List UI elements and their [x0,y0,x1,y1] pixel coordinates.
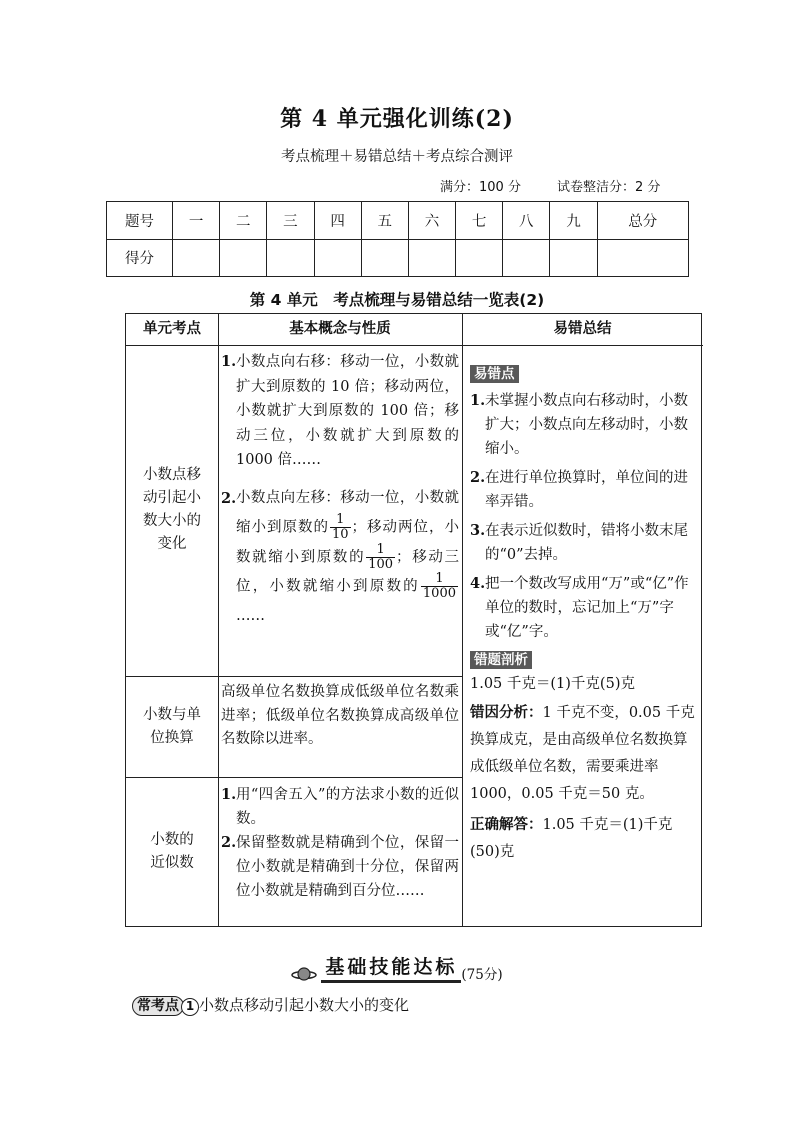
correct-answer [470,812,698,866]
score-cell[interactable] [220,239,267,277]
concept-left-shift [221,484,459,631]
item-text: 小数点向右移：移动一位，小数就扩大到原数的 10 倍；移动两位，小数就扩大到原数的 100 倍；移动三位，小数就扩大到原数的 1000 倍…… [236,354,459,468]
neat-score: 试卷整洁分：2 分 [556,180,661,195]
score-cell[interactable] [173,239,220,277]
score-col: 七 [456,202,503,240]
score-cell[interactable] [503,239,550,277]
cause-text: 1 千克不变，0.05 千克换算成克，是由高级单位名数换算成低级单位名数，需要乘进率 1000，0.05 千克＝50 克。 [470,705,695,802]
score-col: 一 [173,202,220,240]
score-info [440,176,696,195]
item-text: 用“四舍五入”的方法求小数的近似数。 [236,787,459,827]
item-number: 2. [221,490,237,507]
cause-label: 错因分析： [470,705,543,721]
item-text: ；移动两位，小数就缩小到原数的 [236,519,460,565]
topic-decimal-point-shift: 小数点移动引起小数大小的变化 [143,467,201,552]
score-col: 三 [267,202,314,240]
concept-item [221,484,459,631]
row-divider [126,676,462,677]
topic-approximation: 小数的近似数 [150,832,194,871]
item-text: …… [236,607,265,624]
score-cell[interactable] [456,239,503,277]
item-text: 在进行单位换算时，单位间的进率弄错。 [485,470,688,510]
answer-text: 1.05 千克＝(1)千克(50)克 [470,817,673,860]
error-question: 1.05 千克＝(1)千克(5)克 [470,676,635,692]
header-concept: 基本概念与性质 [289,321,391,337]
score-table-score-row [107,239,689,277]
keypoint-heading [132,994,409,1016]
score-col: 四 [314,202,361,240]
item-number: 1. [470,392,486,409]
score-cell[interactable] [361,239,408,277]
concept-item [221,350,459,473]
concept-unit-conversion: 高级单位名数换算成低级单位名数乘进率；低级单位名数换算成高级单位名数除以进率。 [221,684,459,747]
error-item [470,466,698,514]
answer-label: 正确解答： [470,817,543,833]
error-item [470,519,698,567]
score-cell[interactable] [550,239,597,277]
header-topic: 单元考点 [143,321,201,337]
keypoint-number: 1 [181,998,199,1016]
keypoint-text: 小数点移动引起小数大小的变化 [199,996,410,1014]
concept-right-shift [221,350,459,473]
score-col: 九 [550,202,597,240]
score-cell[interactable] [408,239,455,277]
score-col: 八 [503,202,550,240]
score-cell[interactable] [267,239,314,277]
score-row-label: 题号 [107,202,173,240]
row-divider [126,777,462,778]
score-col: 五 [361,202,408,240]
item-number: 3. [470,522,486,539]
error-points-tag: 易错点 [470,365,519,383]
score-cell[interactable] [597,239,688,277]
header-errors: 易错总结 [553,321,612,337]
score-row-label: 得分 [107,239,173,277]
error-item [470,572,698,644]
fraction-one-tenth: $\frac{1}{10}$ [331,512,349,542]
score-table [106,201,689,277]
error-cause [470,700,698,808]
concept-approximation [221,783,459,903]
row-divider [126,345,703,346]
item-number: 4. [470,575,486,592]
item-number: 2. [221,834,237,851]
item-text: 在表示近似数时，错将小数末尾的“0”去掉。 [485,523,688,563]
topic-unit-conversion: 小数与单位换算 [143,707,201,746]
item-text: 小数点向左移：移动一位，小数就缩小到原数的 [236,490,459,536]
full-score: 满分：100 分 [440,180,521,195]
score-col: 二 [220,202,267,240]
score-table-header-row [107,202,689,240]
section-title: 基础技能达标 [321,952,461,983]
error-analysis-tag: 错题剖析 [470,651,532,669]
column-divider [218,314,219,926]
keypoint-badge: 常考点 [132,996,184,1016]
item-text: ；移动三位，小数就缩小到原数的 [236,549,460,595]
planet-icon [291,965,317,983]
page-title: 第 4 单元强化训练(2) [280,106,514,132]
summary-table-title: 第 4 单元 考点梳理与易错总结一览表(2) [249,291,545,309]
error-summary [470,362,698,866]
item-number: 2. [470,469,486,486]
section-heading [0,952,794,983]
item-number: 1. [221,353,237,370]
score-col: 六 [408,202,455,240]
item-text: 保留整数就是精确到个位，保留一位小数就是精确到十分位，保留两位小数就是精确到百分位…… [236,835,459,899]
error-item [470,389,698,461]
item-number: 1. [221,786,237,803]
fraction-one-hundredth: $\frac{1}{100}$ [368,541,394,572]
item-text: 把一个数改写成用“万”或“亿”作单位的数时，忘记加上“万”字或“亿”字。 [485,576,689,640]
fraction-one-thousandth: $\frac{1}{1000}$ [422,571,456,601]
score-col: 总分 [597,202,688,240]
concept-item [221,783,459,831]
summary-table [125,313,702,927]
page-subtitle: 考点梳理＋易错总结＋考点综合测评 [281,149,513,165]
concept-item [221,831,459,903]
score-cell[interactable] [314,239,361,277]
section-points: (75分) [461,967,503,983]
item-text: 未掌握小数点向右移动时，小数扩大；小数点向左移动时，小数缩小。 [485,393,688,457]
column-divider [462,314,463,926]
